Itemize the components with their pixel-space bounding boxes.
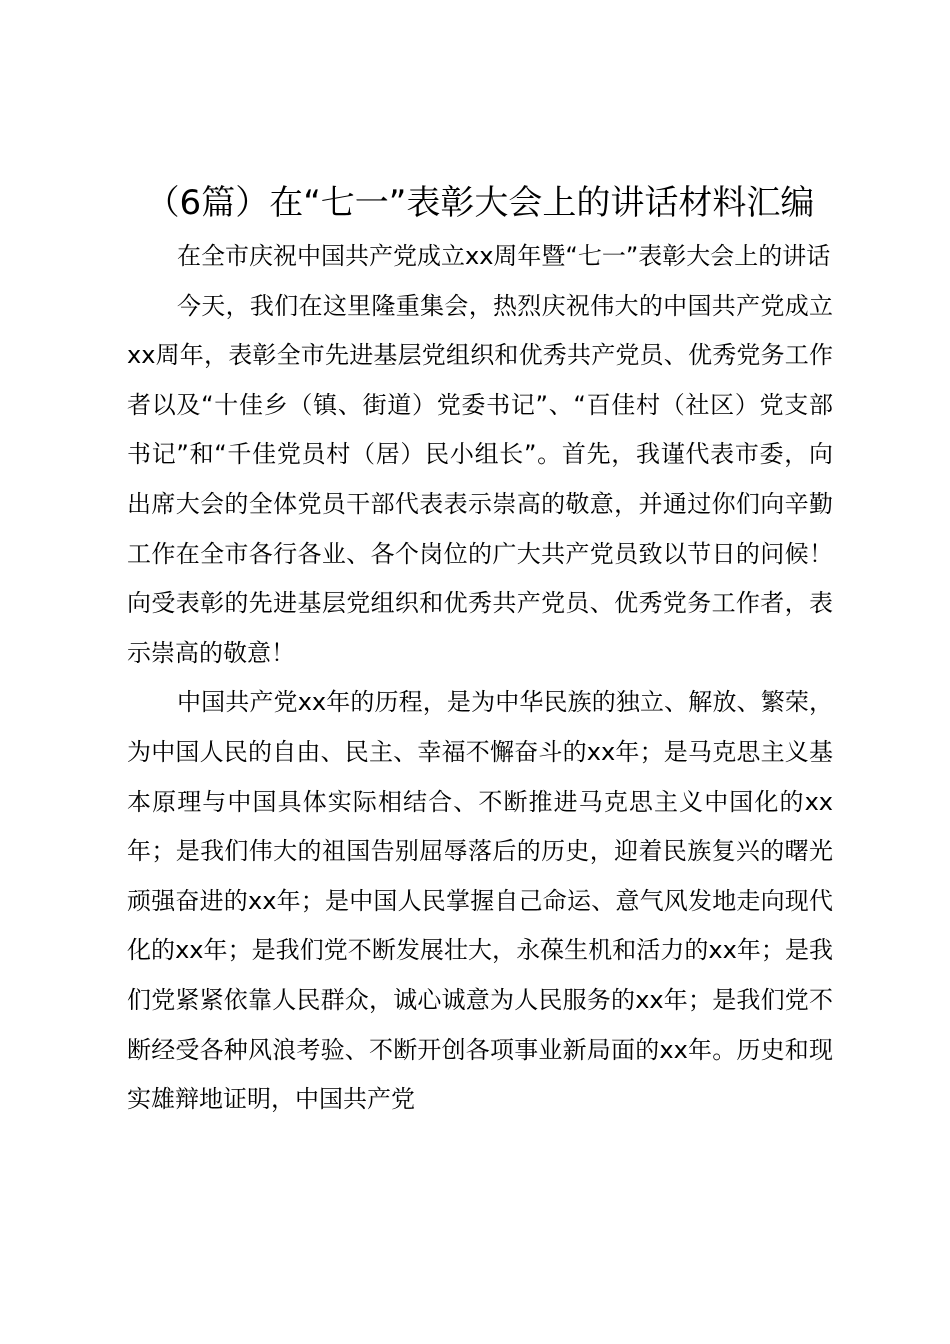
opening-paragraph: 今天，我们在这里隆重集会，热烈庆祝伟大的中国共产党成立xx周年，表彰全市先进基层党组织和优秀共产党员、优秀党务工作者以及“十佳乡（镇、街道）党委书记”、“百佳村（社区）党支部书记”和“千佳党员村（居）民小组长”。首先，我谨代表市委，向出席大会的全体党员干部代表表示崇高的敬意，并通过你们向辛勤工作在全市各行各业、各个岗位的广大共产党员致以节日的问候！向受表彰的先进基层党组织和优秀共产党员、优秀党务工作者，表示崇高的敬意！ <box>127 291 833 667</box>
speech-heading-paragraph: 在全市庆祝中国共产党成立xx周年暨“七一”表彰大会上的讲话 <box>177 242 831 270</box>
document-body <box>127 232 833 1125</box>
history-paragraph: 中国共产党xx年的历程，是为中华民族的独立、解放、繁荣，为中国人民的自由、民主、幸福不懈奋斗的xx年；是马克思主义基本原理与中国具体实际相结合、不断推进马克思主义中国化的xx年；是我们伟大的祖国告别屈辱落后的历史，迎着民族复兴的曙光顽强奋进的xx年；是中国人民掌握自己命运、意气风发地走向现代化的xx年；是我们党不断发展壮大，永葆生机和活力的xx年；是我们党紧紧依靠人民群众，诚心诚意为人民服务的xx年；是我们党不断经受各种风浪考验、不断开创各项事业新局面的xx年。历史和现实雄辩地证明，中国共产党 <box>127 688 833 1114</box>
document-title: （6篇）在“七一”表彰大会上的讲话材料汇编 <box>145 183 815 223</box>
